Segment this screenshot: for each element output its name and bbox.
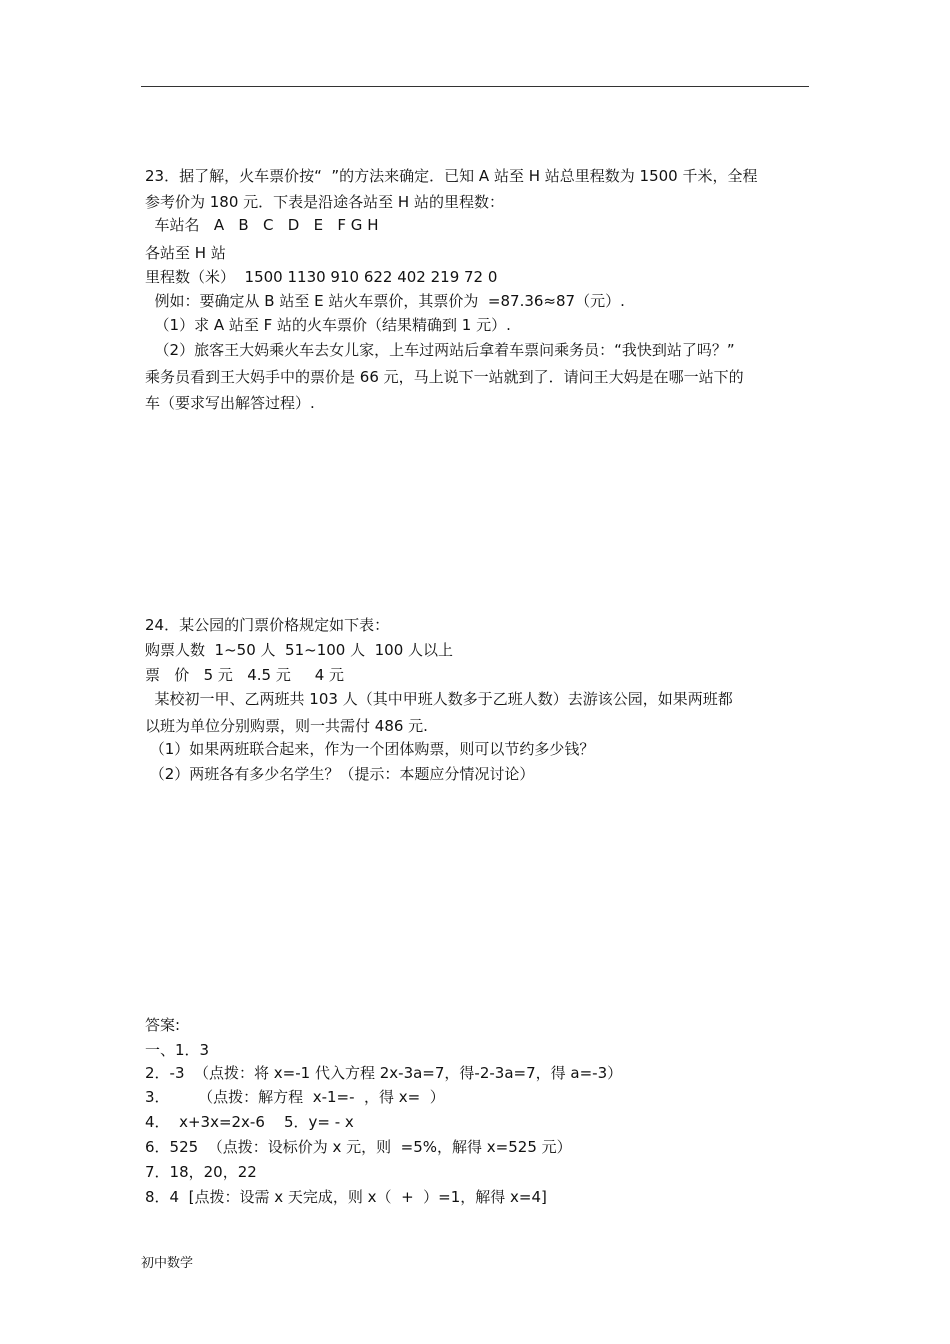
- answer-6: 6．525 （点拨：设标价为 x 元，则 =5%，解得 x=525 元）: [145, 1138, 572, 1156]
- q24-body-line-2: 以班为单位分别购票，则一共需付 486 元.: [145, 717, 428, 735]
- header-rule: [141, 86, 809, 87]
- q23-table-row-2: 各站至 H 站: [145, 244, 226, 262]
- answer-8: 8．4 [点拨：设需 x 天完成，则 x（ + ）=1，解得 x=4]: [145, 1188, 547, 1206]
- q23-table-row-1: 车站名 A B C D E F G H: [145, 216, 379, 234]
- q23-part-2-line-3: 车（要求写出解答过程）.: [145, 394, 315, 412]
- q23-table-row-3: 里程数（米） 1500 1130 910 622 402 219 72 0: [145, 268, 498, 286]
- q24-body-line-1: 某校初一甲、乙两班共 103 人（其中甲班人数多于乙班人数）去游该公园，如果两班都: [145, 690, 733, 708]
- q23-part-2-line-2: 乘务员看到王大妈手中的票价是 66 元，马上说下一站就到了．请问王大妈是在哪一站下的: [145, 368, 744, 386]
- answer-2: 2．-3 （点拨：将 x=-1 代入方程 2x-3a=7，得-2-3a=7，得 a=-3）: [145, 1064, 623, 1082]
- page-footer: 初中数学: [141, 1256, 194, 1271]
- q24-table-row-2: 票 价 5 元 4.5 元 4 元: [145, 666, 344, 684]
- q23-line-2: 参考价为 180 元．下表是沿途各站至 H 站的里程数：: [145, 193, 504, 211]
- q23-part-1: （1）求 A 站至 F 站的火车票价（结果精确到 1 元）.: [145, 316, 511, 334]
- q24-line-1: 24．某公园的门票价格规定如下表：: [145, 616, 390, 634]
- answers-heading: 答案:: [145, 1016, 181, 1034]
- answer-4-5: 4． x+3x=2x-6 5．y= - x: [145, 1113, 354, 1131]
- q24-table-row-1: 购票人数 1~50 人 51~100 人 100 人以上: [145, 641, 454, 659]
- q23-example: 例如：要确定从 B 站至 E 站火车票价，其票价为 =87.36≈87（元）.: [145, 292, 625, 310]
- answer-7: 7．18，20，22: [145, 1163, 257, 1181]
- q24-part-1: （1）如果两班联合起来，作为一个团体购票，则可以节约多少钱？: [145, 740, 595, 758]
- answer-3: 3． （点拨：解方程 x-1=- ，得 x= ）: [145, 1088, 445, 1106]
- q23-part-2-line-1: （2）旅客王大妈乘火车去女儿家，上车过两站后拿着车票问乘务员：“我快到站了吗？”: [145, 341, 735, 359]
- q24-part-2: （2）两班各有多少名学生？（提示：本题应分情况讨论）: [145, 765, 535, 783]
- q23-line-1: 23．据了解，火车票价按“ ”的方法来确定．已知 A 站至 H 站总里程数为 1500 千米，全程: [145, 167, 758, 185]
- answer-1: 一、1．3: [145, 1041, 210, 1059]
